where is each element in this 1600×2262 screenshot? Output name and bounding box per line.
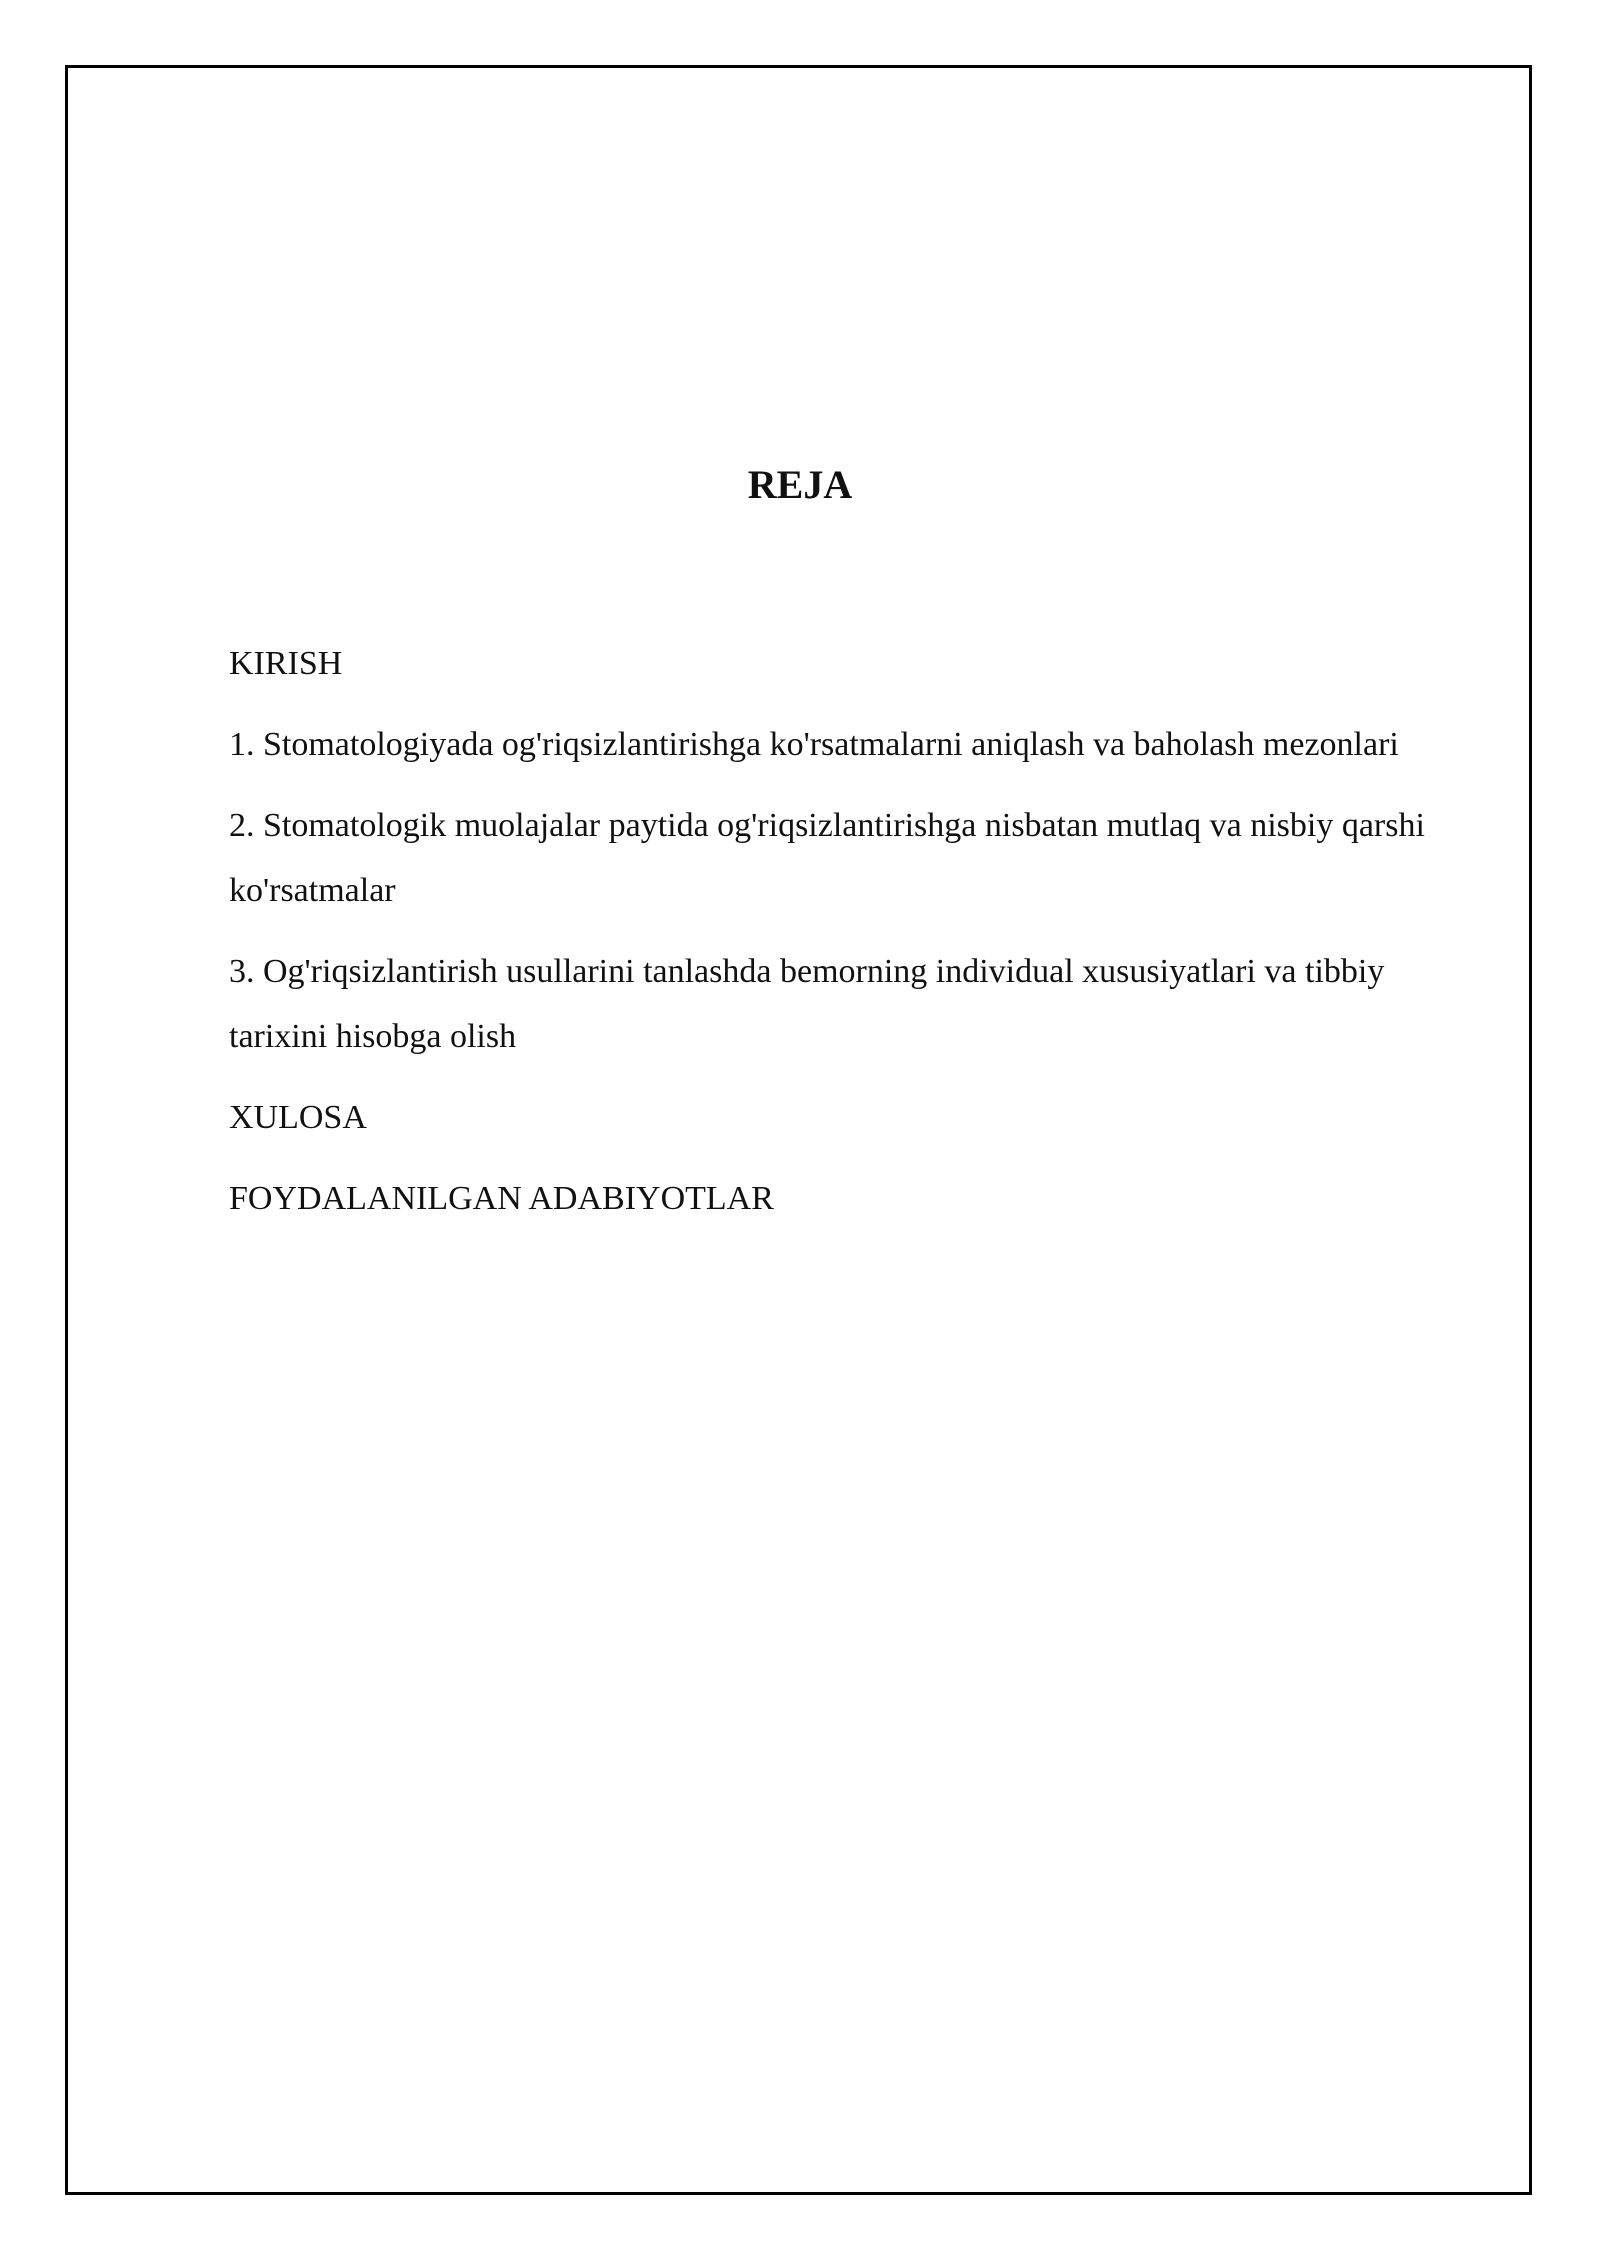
plan-item-section-1: 1. Stomatologiyada og'riqsizlantirishga ko'rsatmalarni aniqlash va baholash mezonlari	[229, 726, 1399, 763]
plan-item-section-3: 3. Og'riqsizlantirish usullarini tanlashda bemorning individual xususiyatlari va tibbiy tarixini hisobga olish	[229, 953, 1385, 1055]
plan-item-references: FOYDALANILGAN ADABIYOTLAR	[229, 1180, 774, 1217]
plan-list	[229, 631, 1469, 1247]
plan-item-section-2: 2. Stomatologik muolajalar paytida og'riqsizlantirishga nisbatan mutlaq va nisbiy qarshi ko'rsatmalar	[229, 807, 1425, 909]
page-title: REJA	[747, 462, 853, 507]
plan-item-conclusion: XULOSA	[229, 1099, 367, 1136]
plan-item-introduction: KIRISH	[229, 645, 343, 682]
